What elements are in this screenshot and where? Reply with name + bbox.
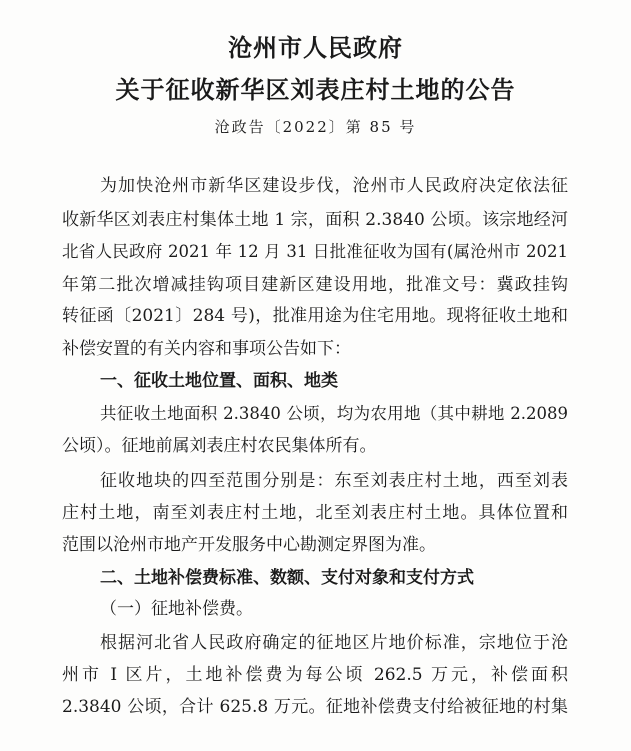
body-line: 为加快沧州市新华区建设步伐，沧州市人民政府决定依法征 [100, 176, 568, 196]
body-line: 北省人民政府 2021 年 12 月 31 日批准征收为国有(属沧州市 2021 [62, 242, 568, 261]
body-line: 范围以沧州市地产开发服务中心勘测定界图为准。 [62, 535, 436, 555]
document-title-line2: 关于征收新华区刘表庄村土地的公告 [115, 75, 516, 104]
body-line: 2.3840 公顷，合计 625.8 万元。征地补偿费支付给被征地的村集 [62, 697, 568, 717]
body-line: 补偿安置的有关内容和事项公告如下： [62, 339, 351, 359]
section-heading-1: 一、征收土地位置、面积、地类 [100, 371, 338, 391]
body-line: 共征收土地面积 2.3840 公顷，均为农用地（其中耕地 2.2089 [100, 404, 568, 423]
body-line: 收新华区刘表庄村集体土地 1 宗，面积 2.3840 公顷。该宗地经河 [62, 210, 568, 230]
body-line: 征收地块的四至范围分别是：东至刘表庄村土地，西至刘表 [100, 471, 568, 491]
section-heading-2: 二、土地补偿费标准、数额、支付对象和支付方式 [100, 568, 474, 588]
body-line: 年第二批次增减挂钩项目建新区建设用地，批准文号：冀政挂钩 [62, 275, 568, 295]
subsection-heading: （一）征地补偿费。 [100, 599, 253, 619]
body-line: 转征函〔2021〕284 号)，批准用途为住宅用地。现将征收土地和 [62, 306, 568, 326]
body-line: 庄村土地，南至刘表庄村土地，北至刘表庄村土地。具体位置和 [62, 503, 568, 523]
body-line: 根据河北省人民政府确定的征地区片地价标准，宗地位于沧 [100, 633, 568, 653]
document-title-line1: 沧州市人民政府 [228, 33, 403, 62]
document-number: 沧政告〔2022〕第 85 号 [214, 118, 417, 136]
body-line: 州市 I 区片，土地补偿费为每公顷 262.5 万元，补偿面积 [62, 665, 568, 685]
body-line: 公顷）。征地前属刘表庄村农民集体所有。 [62, 436, 377, 456]
